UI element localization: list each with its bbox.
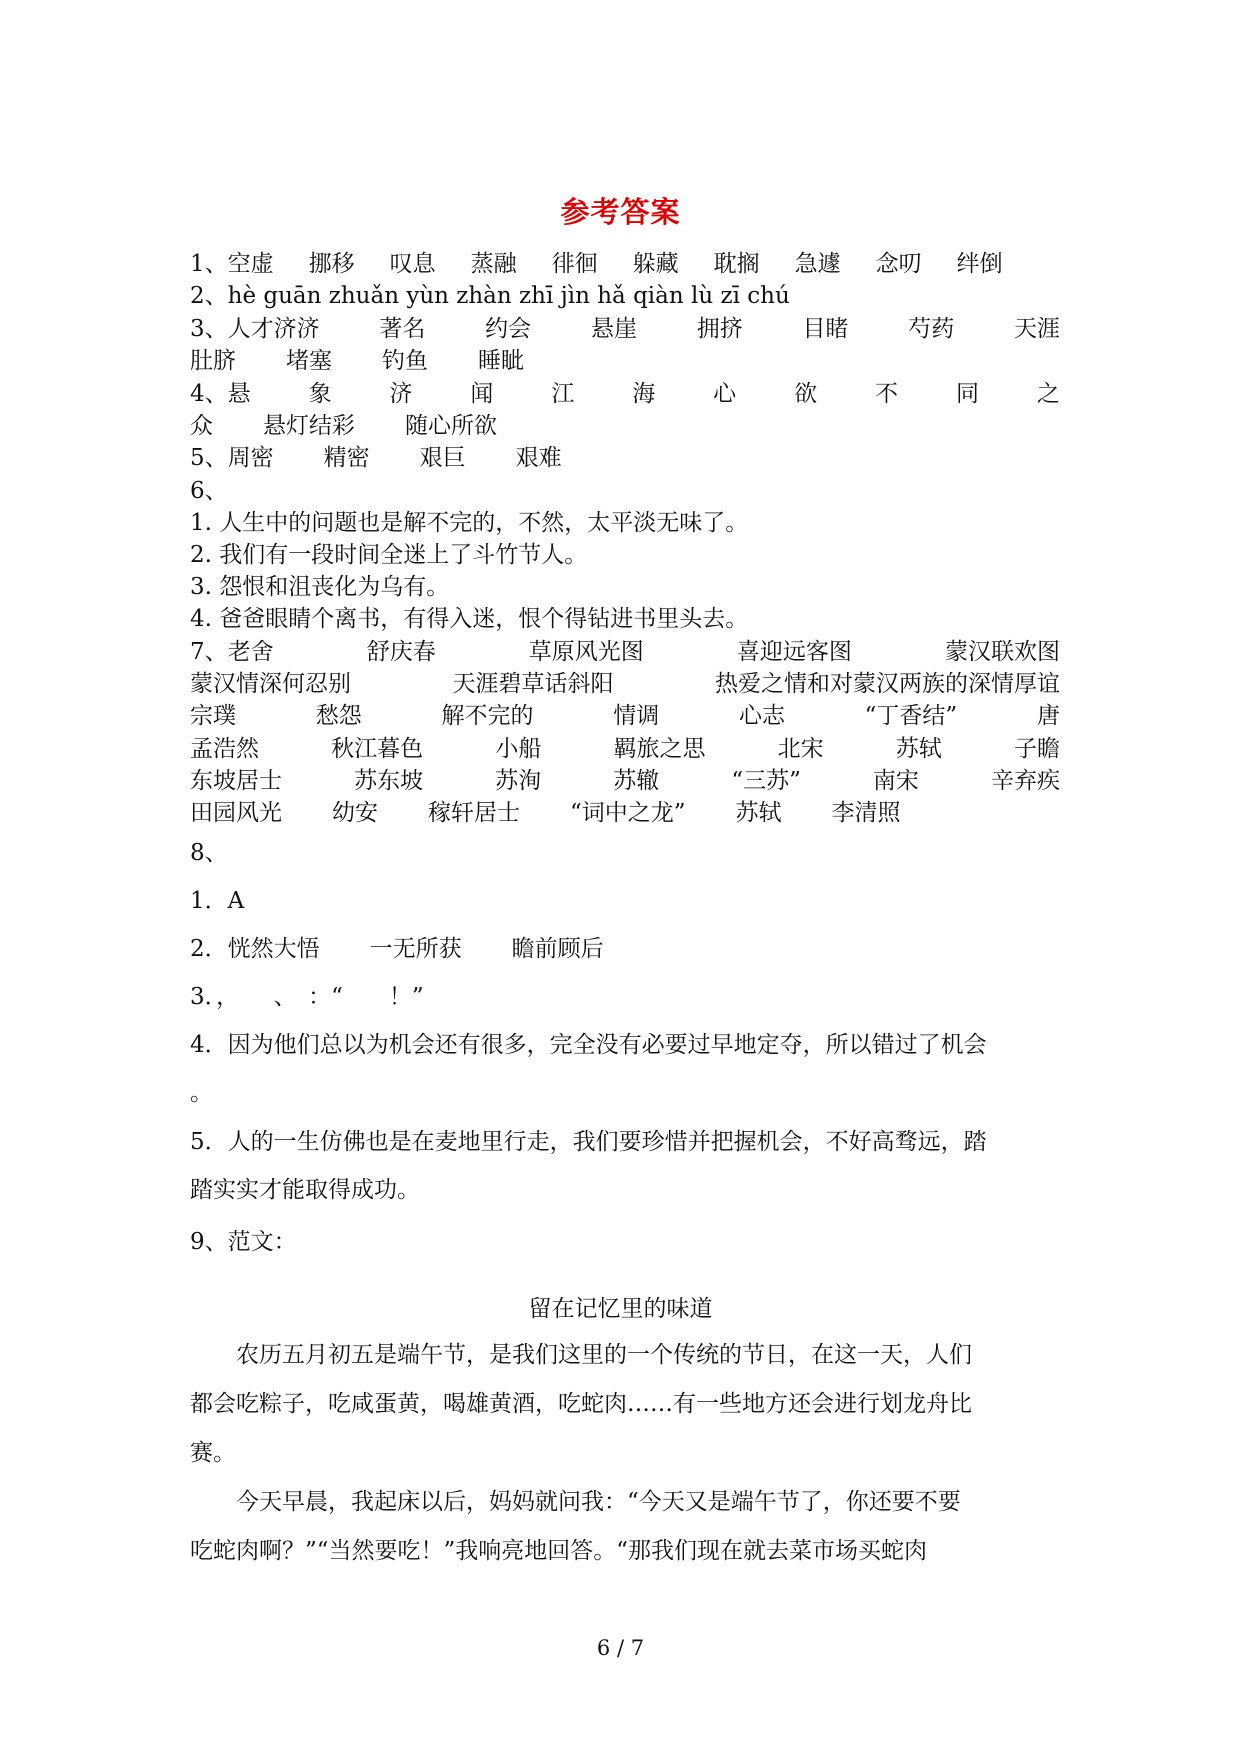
essay-paragraph-1: 农历五月初五是端午节，是我们这里的一个传统的节日，在这一天，人们 xyxy=(236,1342,972,1368)
q5-word: 精密 xyxy=(323,445,370,471)
q4-char: 不 xyxy=(875,381,899,407)
q4-char: 4、悬 xyxy=(190,381,251,407)
q8-word: 一无所获 xyxy=(369,936,462,962)
q7-word: “丁香结” xyxy=(864,703,958,729)
answer-8-3: 3．， 、 ：“ ！” xyxy=(190,984,424,1010)
q8-word: 瞻前顾后 xyxy=(511,936,604,962)
q7-word: 宗璞 xyxy=(190,703,236,729)
answer-1 xyxy=(190,248,1060,280)
q7-word: 天涯碧草话斜阳 xyxy=(452,671,614,697)
answer-8-4-cont: 。 xyxy=(190,1080,213,1106)
q8-word: 2．恍然大悟 xyxy=(190,936,320,962)
answer-4-row-1 xyxy=(190,378,1060,410)
answer-7-row-1 xyxy=(190,636,1060,668)
q7-word: 苏轼 xyxy=(895,736,942,762)
q7-word: 蒙汉情深何忍别 xyxy=(190,671,351,697)
q7-word: 李清照 xyxy=(831,800,901,826)
page-title: 参考答案 xyxy=(560,195,681,229)
q1-word: 徘徊 xyxy=(551,251,598,277)
q4-char: 济 xyxy=(389,381,413,407)
q7-word: 心志 xyxy=(738,703,785,729)
q3-word: 悬崖 xyxy=(590,316,637,342)
q4-char: 闻 xyxy=(470,381,494,407)
q3-word: 肚脐 xyxy=(190,348,236,374)
answer-6-item: 1. 人生中的问题也是解不完的，不然，太平淡无味了。 xyxy=(190,510,749,536)
q7-word: 子瞻 xyxy=(1013,736,1060,762)
q7-word: 稼轩居士 xyxy=(428,800,520,826)
q7-word: 苏洵 xyxy=(495,768,542,794)
q4-char: 象 xyxy=(308,381,332,407)
answer-7-row-5 xyxy=(190,765,1060,797)
answer-7-row-3 xyxy=(190,700,1060,732)
q4-char: 心 xyxy=(713,381,737,407)
q3-word: 目睹 xyxy=(802,316,849,342)
q7-word: 小船 xyxy=(495,736,542,762)
answer-5 xyxy=(190,442,1060,474)
answer-6-item: 3. 怨恨和沮丧化为乌有。 xyxy=(190,574,450,600)
q1-word: 耽搁 xyxy=(713,251,760,277)
answer-label: 1、 xyxy=(190,251,228,277)
q4-char: 之 xyxy=(1036,381,1060,407)
answer-8-5-cont: 踏实实才能取得成功。 xyxy=(190,1177,420,1203)
q7-word: 草原风光图 xyxy=(528,639,644,665)
q4-word: 随心所欲 xyxy=(405,413,497,439)
q4-char: 海 xyxy=(632,381,656,407)
q7-word: 7、老舍 xyxy=(190,639,274,665)
q4-word: 众 xyxy=(190,413,213,439)
q7-word: 苏辙 xyxy=(613,768,660,794)
q7-word: 苏东坡 xyxy=(354,768,424,794)
q7-word: 解不完的 xyxy=(441,703,534,729)
q3-word: 芍药 xyxy=(908,316,955,342)
q5-word: 5、周密 xyxy=(190,445,274,471)
essay-paragraph-1-cont: 都会吃粽子，吃咸蛋黄，喝雄黄酒，吃蛇肉……有一些地方还会进行划龙舟比 xyxy=(190,1391,972,1417)
answer-6-item: 4. 爸爸眼睛个离书，有得入迷，恨个得钻进书里头去。 xyxy=(190,606,749,632)
answer-7-row-2 xyxy=(190,668,1060,700)
q7-word: 舒庆春 xyxy=(366,639,436,665)
q7-word: 南宋 xyxy=(872,768,919,794)
q3-word: 天涯 xyxy=(1014,316,1060,342)
q1-word: 挪移 xyxy=(308,251,355,277)
answer-6-item: 2. 我们有一段时间全迷上了斗竹节人。 xyxy=(190,542,588,568)
q4-word: 悬灯结彩 xyxy=(263,413,355,439)
q7-word: 辛弃疾 xyxy=(991,768,1060,794)
q1-word: 急遽 xyxy=(794,251,841,277)
essay-paragraph-2-cont: 吃蛇肉啊？”“当然要吃！”我响亮地回答。“那我们现在就去菜市场买蛇肉 xyxy=(190,1538,928,1564)
answer-3-row-2 xyxy=(190,345,1060,377)
q1-word: 叹息 xyxy=(389,251,436,277)
essay-paragraph-2: 今天早晨，我起床以后，妈妈就问我：“今天又是端午节了，你还要不要 xyxy=(236,1489,961,1515)
essay-title: 留在记忆里的味道 xyxy=(528,1296,713,1322)
q7-word: 孟浩然 xyxy=(190,736,259,762)
q7-word: 唐 xyxy=(1036,703,1060,729)
q3-word: 堵塞 xyxy=(286,348,332,374)
q4-char: 欲 xyxy=(794,381,818,407)
q7-word: 东坡居士 xyxy=(190,768,282,794)
q1-word: 绊倒 xyxy=(956,251,1003,277)
q1-word: 念叨 xyxy=(875,251,922,277)
answer-6-label: 6、 xyxy=(190,478,228,504)
q7-word: 羁旅之思 xyxy=(613,736,706,762)
q7-word: “词中之龙” xyxy=(570,800,686,826)
q7-word: 蒙汉联欢图 xyxy=(944,639,1060,665)
q3-word: 睡眦 xyxy=(478,348,524,374)
q3-word: 拥挤 xyxy=(696,316,743,342)
q4-char: 同 xyxy=(955,381,979,407)
q7-word: 喜迎远客图 xyxy=(736,639,852,665)
answer-7-row-6 xyxy=(190,797,1060,829)
q7-word: 热爱之情和对蒙汉两族的深情厚谊 xyxy=(715,671,1060,697)
answer-8-2 xyxy=(190,933,1060,965)
page-number: 6 / 7 xyxy=(596,1636,645,1660)
q3-word: 著名 xyxy=(379,316,426,342)
answer-7-row-4 xyxy=(190,733,1060,765)
q7-word: 秋江暮色 xyxy=(331,736,424,762)
answer-8-5: 5．人的一生仿佛也是在麦地里行走，我们要珍惜并把握机会，不好高骛远，踏 xyxy=(190,1129,987,1155)
answer-4-row-2 xyxy=(190,410,1060,442)
q3-word: 钓鱼 xyxy=(382,348,428,374)
answer-3-row-1 xyxy=(190,313,1060,345)
q7-word: 苏轼 xyxy=(735,800,782,826)
q1-word: 空虚 xyxy=(227,251,274,277)
q1-word: 躲藏 xyxy=(632,251,679,277)
q7-word: 幼安 xyxy=(332,800,378,826)
q7-word: 田园风光 xyxy=(190,800,282,826)
answer-2: 2、hè guān zhuǎn yùn zhàn zhī jìn hǎ qiàn lù zī chú xyxy=(190,283,790,309)
answer-8-4: 4．因为他们总以为机会还有很多，完全没有必要过早地定夺，所以错过了机会 xyxy=(190,1032,987,1058)
q4-char: 江 xyxy=(551,381,575,407)
q7-word: 愁怨 xyxy=(315,703,362,729)
answer-8-label: 8、 xyxy=(190,840,228,866)
essay-paragraph-1-cont: 赛。 xyxy=(190,1440,236,1466)
answer-8-1: 1．A xyxy=(190,888,245,914)
q5-word: 艰巨 xyxy=(419,445,466,471)
q7-word: 情调 xyxy=(613,703,660,729)
answer-9-label: 9、范文： xyxy=(190,1229,297,1255)
q3-word: 约会 xyxy=(485,316,532,342)
q3-word: 3、人才济济 xyxy=(190,316,320,342)
q7-word: “三苏” xyxy=(731,768,801,794)
q7-word: 北宋 xyxy=(777,736,824,762)
q1-word: 蒸融 xyxy=(470,251,517,277)
q5-word: 艰难 xyxy=(515,445,562,471)
